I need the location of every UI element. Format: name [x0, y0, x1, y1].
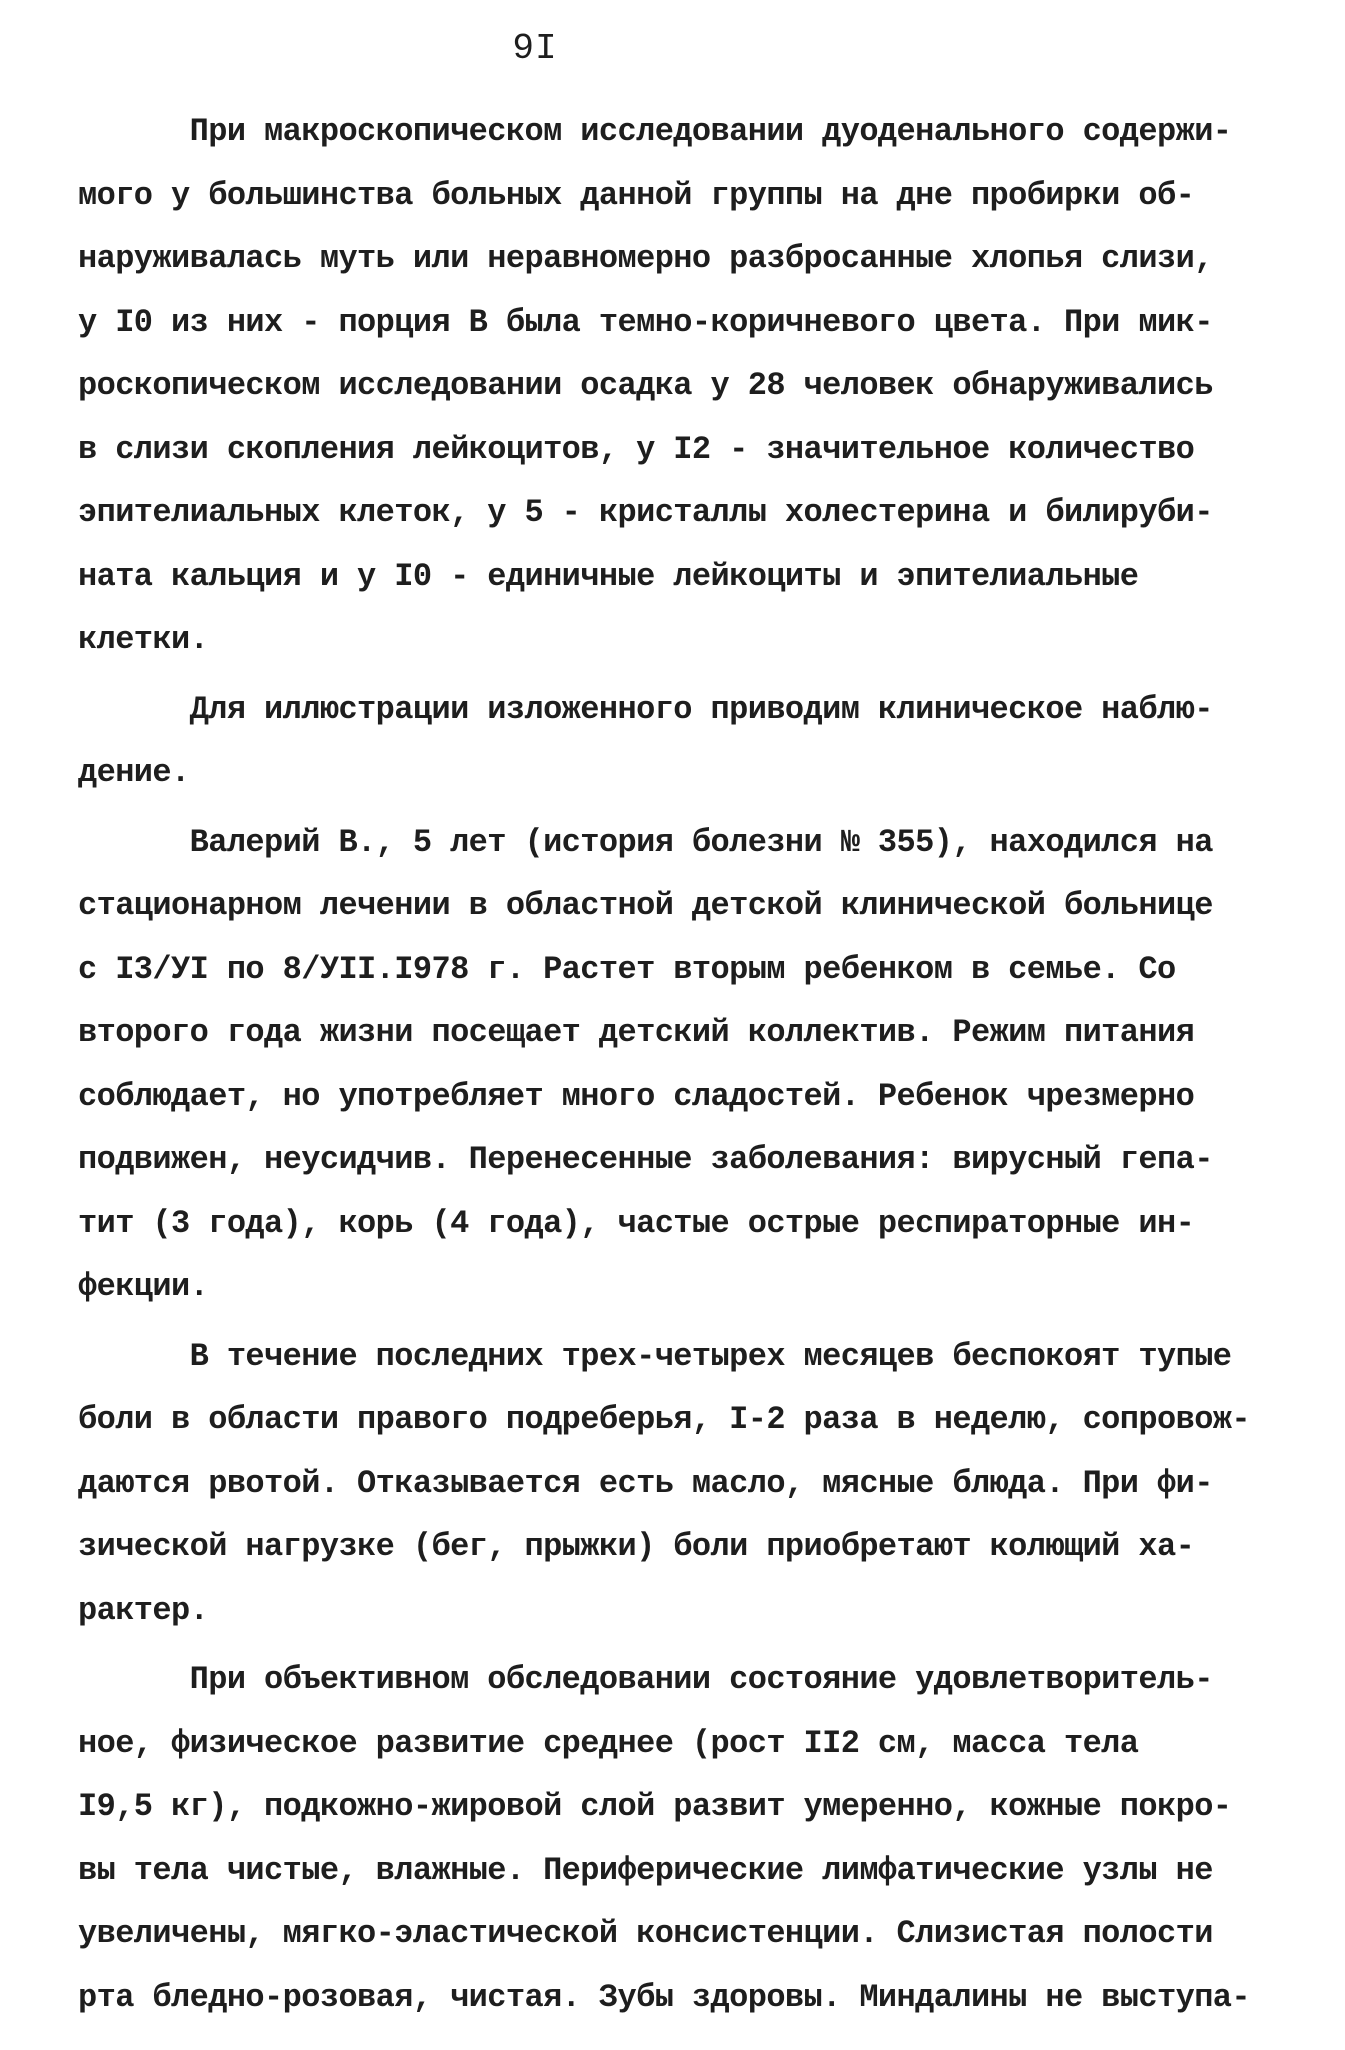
text-line: мого у большинства больных данной группы на дне пробирки об-	[78, 176, 1195, 214]
document-body	[78, 100, 1288, 2035]
text-line: роскопическом исследовании осадка у 28 человек обнаруживались	[78, 367, 1213, 404]
text-line: у I0 из них - порция В была темно-коричневого цвета. При мик-	[78, 303, 1213, 341]
text-line: наруживалась муть или неравномерно разбросанные хлопья слизи,	[78, 240, 1213, 277]
text-line: с I3/УI по 8/УII.I978 г. Растет вторым ребенком в семье. Со	[78, 950, 1176, 988]
text-line: При объективном обследовании состояние удовлетворитель-	[78, 1661, 1213, 1698]
text-line: ное, физическое развитие среднее (рост II2 см, масса тела	[78, 1724, 1139, 1762]
paragraph-complaints	[78, 1325, 1288, 1643]
text-line: I9,5 кг), подкожно-жировой слой развит умеренно, кожные покро-	[78, 1788, 1232, 1825]
text-line: даются рвотой. Отказывается есть масло, мясные блюда. При фи-	[78, 1464, 1213, 1502]
text-line: в слизи скопления лейкоцитов, у I2 - значительное количество	[78, 430, 1195, 468]
paragraph-objective-exam	[78, 1648, 1288, 2029]
paragraph-illustration-intro	[78, 678, 1288, 805]
text-line: тит (3 года), корь (4 года), частые острые респираторные ин-	[78, 1204, 1195, 1242]
text-line: В течение последних трех-четырех месяцев беспокоят тупые	[78, 1337, 1232, 1375]
text-line: При макроскопическом исследовании дуоденального содержи-	[78, 113, 1232, 150]
text-line: эпителиальных клеток, у 5 - кристаллы холестерина и билируби-	[78, 494, 1213, 531]
text-line: вы тела чистые, влажные. Периферические лимфатические узлы не	[78, 1851, 1213, 1889]
text-line: зической нагрузке (бег, прыжки) боли приобретают колющий ха-	[78, 1528, 1195, 1565]
paragraph-duodenal-findings	[78, 100, 1288, 672]
text-line: боли в области правого подреберья, I-2 раза в неделю, сопровож-	[78, 1401, 1250, 1438]
text-line: Для иллюстрации изложенного приводим клиническое наблю-	[78, 690, 1213, 728]
text-line: рта бледно-розовая, чистая. Зубы здоровы. Миндалины не выступа-	[78, 1978, 1250, 2016]
text-line: клетки.	[78, 621, 209, 658]
text-line: стационарном лечении в областной детской клинической больнице	[78, 887, 1213, 924]
text-line: увеличены, мягко-эластической консистенции. Слизистая полости	[78, 1915, 1213, 1952]
text-line: второго года жизни посещает детский коллектив. Режим питания	[78, 1014, 1195, 1051]
text-line: дение.	[78, 754, 190, 791]
page-number: 9I	[512, 28, 558, 69]
paragraph-case-history	[78, 811, 1288, 1319]
text-line: подвижен, неусидчив. Перенесенные заболевания: вирусный гепа-	[78, 1141, 1213, 1178]
text-line: рактер.	[78, 1591, 209, 1629]
text-line: ната кальция и у I0 - единичные лейкоциты и эпителиальные	[78, 557, 1139, 595]
text-line: фекции.	[78, 1268, 209, 1305]
text-line: Валерий В., 5 лет (история болезни № 355), находился на	[78, 823, 1213, 861]
text-line: соблюдает, но употребляет много сладостей. Ребенок чрезмерно	[78, 1077, 1195, 1115]
